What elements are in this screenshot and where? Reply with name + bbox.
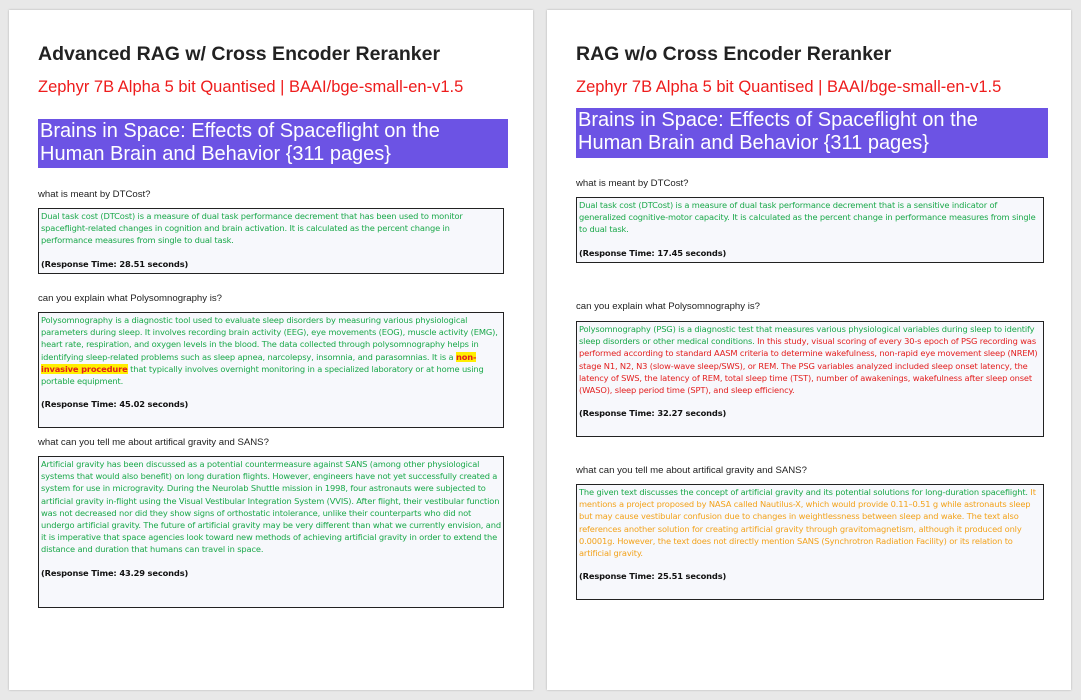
question-3: what can you tell me about artifical gravity and SANS? bbox=[38, 437, 269, 448]
answer-text: Artificial gravity has been discussed as a potential countermeasure against SANS (among other physiological systems that would also benefit) on long duration flights. However, engineers have not yet successfully created a system for use in microgravity. During the Neurolab Shuttle mission in 1998, four astronauts were subjected to artificial gravity in-flight using the Visual Vestibular Integration System (VVIS). After flight, their vestibular function was not decreased nor did they show signs of orthostatic intolerance, unlike their counterparts who did not undergo artificial gravity. The future of artificial gravity may be very different than what we currently envision, and it is imperative that space agencies look toward new methods of achieving artificial gravity in order to extend the distance and duration that humans can travel in space. bbox=[41, 459, 501, 555]
answer-text: The given text discusses the concept of artificial gravity and its potential solutions for long-duration spaceflight. bbox=[579, 487, 1028, 497]
document-page-left bbox=[9, 10, 533, 690]
question-2: can you explain what Polysomnography is? bbox=[576, 301, 760, 312]
model-subtitle: Zephyr 7B Alpha 5 bit Quantised | BAAI/bge-small-en-v1.5 bbox=[576, 78, 1002, 96]
document-banner: Brains in Space: Effects of Spaceflight on the Human Brain and Behavior {311 pages} bbox=[576, 108, 1048, 158]
question-1: what is meant by DTCost? bbox=[38, 189, 151, 200]
answer-text: Dual task cost (DTCost) is a measure of dual task performance decrement that is a sensitive indicator of generalized cognitive-motor capacity. It is calculated as the percent change in performance measures from single to dual task. bbox=[579, 200, 1036, 235]
response-time: (Response Time: 25.51 seconds) bbox=[579, 571, 727, 582]
answer-box-3 bbox=[38, 456, 504, 608]
response-time: (Response Time: 45.02 seconds) bbox=[41, 399, 189, 410]
response-time: (Response Time: 32.27 seconds) bbox=[579, 408, 727, 419]
page-title: RAG w/o Cross Encoder Reranker bbox=[576, 43, 892, 65]
answer-text: Dual task cost (DTCost) is a measure of dual task performance decrement that has been used to monitor spaceflight-related changes in cognition and brain activation. It is calculated as the percent change in performance measures from single to dual task. bbox=[41, 211, 463, 246]
answer-box-3 bbox=[576, 484, 1044, 600]
answer-text: Polysomnography (PSG) is a diagnostic test that measures various physiological variables during sleep to identify sleep disorders or other medical conditions. bbox=[579, 324, 1035, 347]
question-2: can you explain what Polysomnography is? bbox=[38, 293, 222, 304]
question-1: what is meant by DTCost? bbox=[576, 178, 689, 189]
answer-text-hallucinated: In this study, visual scoring of every 30-s epoch of PSG recording was performed according to standard AASM criteria to determine wakefulness, non-rapid eye movement sleep (NREM) stage N1, N2, N3 (slow-wave sleep/SWS), or REM. The PSG variables analyzed included sleep onset latency, the latency of SWS, the latency of REM, total sleep time (TST), number of awakenings, wakefulness after sleep onset (WASO), sleep period time (SPT), and sleep efficiency. bbox=[579, 336, 1038, 396]
answer-box-2 bbox=[38, 312, 504, 428]
model-subtitle: Zephyr 7B Alpha 5 bit Quantised | BAAI/bge-small-en-v1.5 bbox=[38, 78, 464, 96]
answer-box-2 bbox=[576, 321, 1044, 437]
page-title: Advanced RAG w/ Cross Encoder Reranker bbox=[38, 43, 441, 65]
highlighted-phrase: non-invasive procedure bbox=[41, 351, 477, 374]
answer-text: Polysomnography is a diagnostic tool used to evaluate sleep disorders by measuring various physiological parameters during sleep. It involves recording brain activity (EEG), eye movements (EOG), muscle activity (EMG), heart rate, respiration, and oxygen levels in the blood. The data collected through polysomnography helps in identifying sleep-related problems such as sleep apnea, narcolepsy, insomnia, and parasomnias. It is a bbox=[41, 315, 498, 362]
document-banner: Brains in Space: Effects of Spaceflight on the Human Brain and Behavior {311 pages} bbox=[38, 119, 508, 168]
response-time: (Response Time: 43.29 seconds) bbox=[41, 567, 189, 578]
answer-text-partial: It mentions a project proposed by NASA called Nautilus-X, which would provide 0.11–0.51 g while astronauts sleep but may cause vestibular confusion due to changes in weightlessness between sleep and wake. The text also references another solution for creating artificial gravity through gravitomagnetism, although it produced only 0.0001g. However, the text does not directly mention SANS (Synchrotron Radiation Facility) or its relation to artificial gravity. bbox=[579, 487, 1036, 559]
question-3: what can you tell me about artifical gravity and SANS? bbox=[576, 465, 807, 476]
answer-box-1 bbox=[576, 197, 1044, 263]
response-time: (Response Time: 17.45 seconds) bbox=[579, 247, 727, 258]
answer-box-1 bbox=[38, 208, 504, 274]
answer-text-continued: that typically involves overnight monitoring in a specialized laboratory or at home using portable equipment. bbox=[41, 363, 484, 387]
document-page-right bbox=[547, 10, 1071, 690]
response-time: (Response Time: 28.51 seconds) bbox=[41, 258, 189, 269]
